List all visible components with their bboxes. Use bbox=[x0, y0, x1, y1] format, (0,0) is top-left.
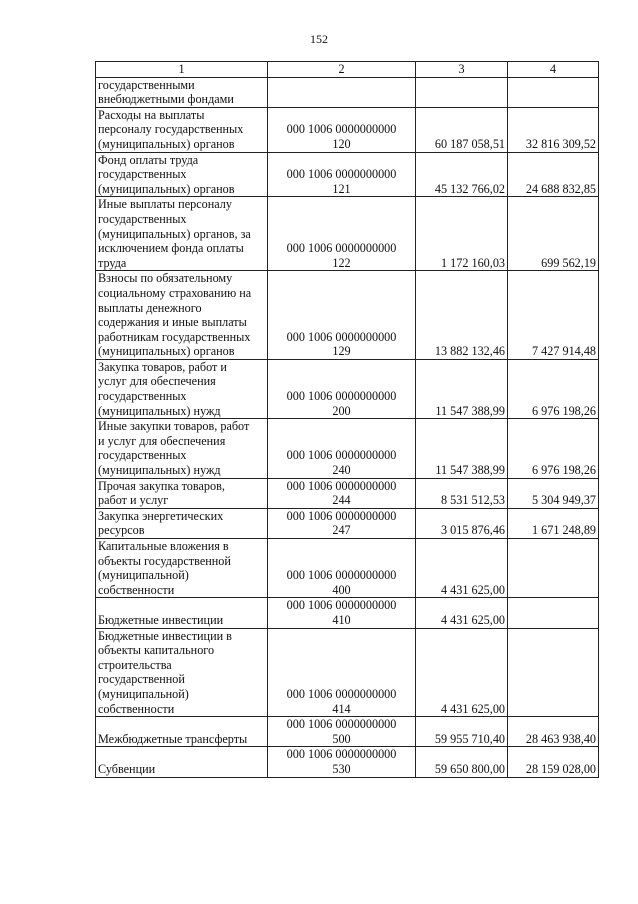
row-name-cell bbox=[96, 152, 268, 197]
row-name-cell bbox=[96, 478, 268, 508]
row-name-cell bbox=[96, 598, 268, 628]
row-col4-value: 24 688 832,85 bbox=[508, 152, 599, 197]
row-code-cell bbox=[268, 271, 416, 360]
row-name-line: Закупка энергетических bbox=[98, 508, 224, 523]
row-code-line: 247 bbox=[332, 523, 351, 538]
row-code-cell bbox=[268, 539, 416, 598]
row-name-cell bbox=[96, 628, 268, 717]
row-name-line: Бюджетные инвестиции в bbox=[98, 628, 232, 643]
table-header-row bbox=[96, 62, 599, 78]
row-col4-value bbox=[508, 628, 599, 717]
row-name-cell bbox=[96, 77, 268, 107]
row-name-cell bbox=[96, 508, 268, 538]
row-name-line: государственных bbox=[98, 211, 187, 226]
row-col4-value: 5 304 949,37 bbox=[508, 478, 599, 508]
row-col4-value bbox=[508, 77, 599, 107]
row-name-line: ресурсов bbox=[98, 523, 145, 538]
row-col3-value: 60 187 058,51 bbox=[416, 107, 508, 152]
row-name-cell bbox=[96, 359, 268, 418]
row-code-cell bbox=[268, 747, 416, 777]
table-row bbox=[96, 271, 599, 360]
row-name-line: исключением фонда оплаты bbox=[98, 241, 244, 256]
row-col3-value bbox=[416, 77, 508, 107]
row-name-line: Взносы по обязательному bbox=[98, 271, 233, 286]
row-name-line: (муниципальных) органов bbox=[98, 344, 235, 359]
row-name-line: Прочая закупка товаров, bbox=[98, 478, 225, 493]
column-header-2: 2 bbox=[268, 62, 416, 78]
row-code-line: 000 1006 0000000000 bbox=[286, 478, 397, 493]
row-name-line: содержания и иные выплаты bbox=[98, 315, 247, 330]
row-code-line: 244 bbox=[332, 493, 351, 508]
row-name-line: (муниципальных) нужд bbox=[98, 403, 221, 418]
row-code-cell bbox=[268, 77, 416, 107]
row-col3-value: 11 547 388,99 bbox=[416, 359, 508, 418]
row-code-line: 000 1006 0000000000 bbox=[286, 167, 397, 182]
row-col3-value: 1 172 160,03 bbox=[416, 197, 508, 271]
row-name-line: объекты государственной bbox=[98, 553, 231, 568]
row-code-cell bbox=[268, 107, 416, 152]
row-code-cell bbox=[268, 508, 416, 538]
row-code-cell bbox=[268, 152, 416, 197]
row-code-line: 000 1006 0000000000 bbox=[286, 717, 397, 732]
row-name-line: собственности bbox=[98, 701, 175, 716]
row-code-cell bbox=[268, 717, 416, 747]
row-name-line: (муниципальных) органов, за bbox=[98, 226, 251, 241]
row-name-line: труда bbox=[98, 255, 127, 270]
row-code-cell bbox=[268, 478, 416, 508]
row-code-line: 410 bbox=[332, 612, 351, 627]
row-code-line: 000 1006 0000000000 bbox=[286, 568, 397, 583]
table-row bbox=[96, 478, 599, 508]
row-code-cell bbox=[268, 197, 416, 271]
row-col4-value: 28 463 938,40 bbox=[508, 717, 599, 747]
row-code-line: 000 1006 0000000000 bbox=[286, 598, 397, 613]
row-name-line: государственных bbox=[98, 389, 187, 404]
column-header-4: 4 bbox=[508, 62, 599, 78]
row-code-cell bbox=[268, 359, 416, 418]
table-row bbox=[96, 598, 599, 628]
row-col3-value: 11 547 388,99 bbox=[416, 419, 508, 478]
row-col4-value: 32 816 309,52 bbox=[508, 107, 599, 152]
row-col4-value bbox=[508, 598, 599, 628]
row-name-line: Капитальные вложения в bbox=[98, 539, 229, 553]
row-col3-value: 4 431 625,00 bbox=[416, 539, 508, 598]
table-row bbox=[96, 359, 599, 418]
row-code-cell bbox=[268, 628, 416, 717]
table-row bbox=[96, 717, 599, 747]
row-col4-value: 1 671 248,89 bbox=[508, 508, 599, 538]
row-code-line: 000 1006 0000000000 bbox=[286, 747, 397, 762]
table-row bbox=[96, 197, 599, 271]
row-col4-value bbox=[508, 539, 599, 598]
row-name-cell bbox=[96, 747, 268, 777]
row-name-line: собственности bbox=[98, 582, 175, 597]
row-col3-value: 59 650 800,00 bbox=[416, 747, 508, 777]
row-code-cell bbox=[268, 419, 416, 478]
row-code-line: 000 1006 0000000000 bbox=[286, 122, 397, 137]
row-name-line: строительства bbox=[98, 657, 172, 672]
row-code-line: 000 1006 0000000000 bbox=[286, 241, 397, 256]
row-name-line: работ и услуг bbox=[98, 493, 169, 508]
row-code-cell bbox=[268, 598, 416, 628]
row-code-line: 240 bbox=[332, 463, 351, 478]
row-col3-value: 8 531 512,53 bbox=[416, 478, 508, 508]
table-row bbox=[96, 539, 599, 598]
row-code-line: 400 bbox=[332, 582, 351, 597]
row-code-line: 122 bbox=[332, 255, 351, 270]
row-name-line: (муниципальных) органов bbox=[98, 181, 235, 196]
row-col4-value: 6 976 198,26 bbox=[508, 419, 599, 478]
row-name-line: услуг для обеспечения bbox=[98, 374, 216, 389]
row-code-line: 414 bbox=[332, 701, 351, 716]
row-name-line: и услуг для обеспечения bbox=[98, 433, 226, 448]
row-code-line: 200 bbox=[332, 403, 351, 418]
table-row bbox=[96, 152, 599, 197]
row-code-line: 121 bbox=[332, 181, 351, 196]
row-col4-value: 7 427 914,48 bbox=[508, 271, 599, 360]
row-name-line: Закупка товаров, работ и bbox=[98, 359, 227, 374]
table-row bbox=[96, 419, 599, 478]
row-col4-value: 6 976 198,26 bbox=[508, 359, 599, 418]
column-header-3: 3 bbox=[416, 62, 508, 78]
row-name-cell bbox=[96, 539, 268, 598]
row-code-line: 000 1006 0000000000 bbox=[286, 389, 397, 404]
row-name-line: объекты капитального bbox=[98, 643, 215, 658]
row-code-line: 000 1006 0000000000 bbox=[286, 686, 397, 701]
row-name-cell bbox=[96, 197, 268, 271]
row-name-line: государственных bbox=[98, 167, 187, 182]
row-name-cell bbox=[96, 271, 268, 360]
row-col3-value: 4 431 625,00 bbox=[416, 628, 508, 717]
row-name-line: Межбюджетные трансферты bbox=[98, 731, 248, 746]
table-body bbox=[96, 77, 599, 777]
budget-table bbox=[95, 61, 599, 778]
row-name-line: работникам государственных bbox=[98, 329, 251, 344]
row-name-line: Иные выплаты персоналу bbox=[98, 197, 232, 212]
row-name-line: (муниципальных) нужд bbox=[98, 463, 221, 478]
row-name-cell bbox=[96, 419, 268, 478]
row-name-line: государственной bbox=[98, 672, 185, 687]
row-name-line: Расходы на выплаты bbox=[98, 107, 205, 122]
row-name-line: социальному страхованию на bbox=[98, 285, 252, 300]
row-name-line: Бюджетные инвестиции bbox=[98, 612, 224, 627]
row-code-line: 120 bbox=[332, 136, 351, 151]
table-row bbox=[96, 747, 599, 777]
row-name-cell bbox=[96, 107, 268, 152]
row-name-line: персоналу государственных bbox=[98, 122, 244, 137]
row-col3-value: 45 132 766,02 bbox=[416, 152, 508, 197]
row-code-line: 000 1006 0000000000 bbox=[286, 508, 397, 523]
row-name-line: государственными bbox=[98, 77, 195, 92]
row-name-cell bbox=[96, 717, 268, 747]
table-row bbox=[96, 107, 599, 152]
row-code-line: 000 1006 0000000000 bbox=[286, 448, 397, 463]
row-name-line: выплаты денежного bbox=[98, 300, 202, 315]
row-col3-value: 4 431 625,00 bbox=[416, 598, 508, 628]
table-row bbox=[96, 508, 599, 538]
table-row bbox=[96, 628, 599, 717]
table-row bbox=[96, 77, 599, 107]
row-name-line: (муниципальной) bbox=[98, 686, 189, 701]
row-col3-value: 59 955 710,40 bbox=[416, 717, 508, 747]
row-name-line: внебюджетными фондами bbox=[98, 92, 234, 107]
row-name-line: (муниципальной) bbox=[98, 568, 189, 583]
row-name-line: государственных bbox=[98, 448, 187, 463]
column-header-1: 1 bbox=[96, 62, 268, 78]
row-name-line: (муниципальных) органов bbox=[98, 136, 235, 151]
row-col3-value: 3 015 876,46 bbox=[416, 508, 508, 538]
row-name-line: Иные закупки товаров, работ bbox=[98, 419, 250, 434]
page-number: 152 bbox=[310, 32, 328, 46]
row-name-line: Фонд оплаты труда bbox=[98, 152, 199, 167]
row-name-line: Субвенции bbox=[98, 761, 156, 776]
row-col4-value: 28 159 028,00 bbox=[508, 747, 599, 777]
row-code-line: 530 bbox=[332, 761, 351, 776]
row-code-line: 129 bbox=[332, 344, 351, 359]
row-code-line: 000 1006 0000000000 bbox=[286, 329, 397, 344]
row-code-line: 500 bbox=[332, 731, 351, 746]
row-col3-value: 13 882 132,46 bbox=[416, 271, 508, 360]
row-col4-value: 699 562,19 bbox=[508, 197, 599, 271]
